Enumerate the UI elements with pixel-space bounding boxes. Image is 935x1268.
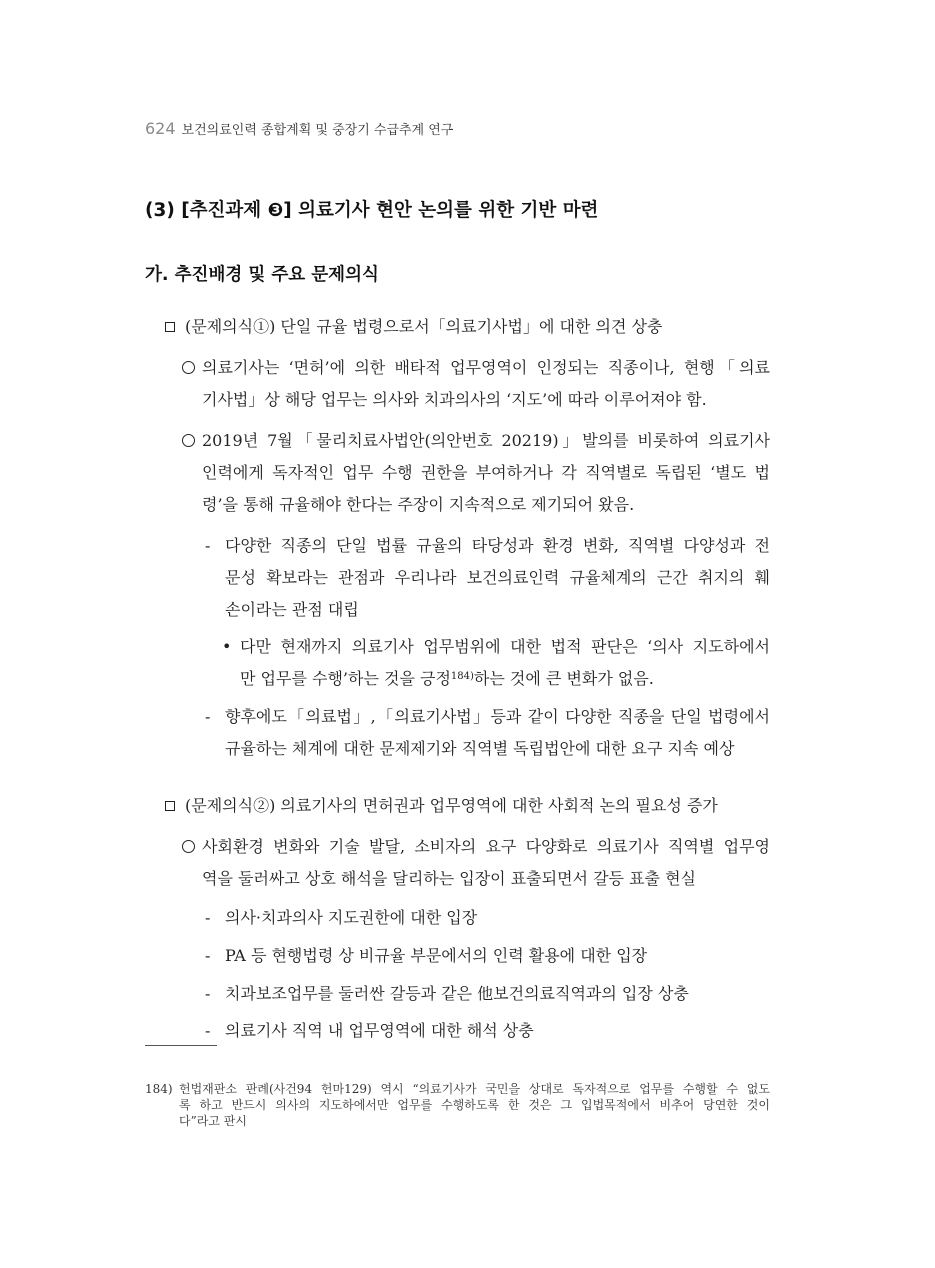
footnote-line: 헌법재판소 판례(사건94 헌마129) 역시 “의료기사가 국민을 상대로 독자적으로 업무를 수행할 수 없도 bbox=[179, 1082, 770, 1096]
issue2-dash-4 bbox=[205, 1015, 770, 1047]
page-number: 624 bbox=[145, 119, 176, 138]
dash-bullet-icon: - bbox=[205, 908, 211, 927]
issue1-dash-1 bbox=[205, 530, 770, 626]
dash-bullet-icon: - bbox=[205, 536, 211, 555]
paragraph-line: 치과보조업무를 둘러싼 갈등과 같은 他보건의료직역과의 입장 상충 bbox=[225, 984, 689, 1003]
issue2-dash-2 bbox=[205, 940, 770, 972]
paragraph-line: 규율하는 체계에 대한 문제제기와 직역별 독립법안에 대한 요구 지속 예상 bbox=[225, 739, 735, 758]
issue2-heading-text: (문제의식②) 의료기사의 면허권과 업무영역에 대한 사회적 논의 필요성 증가 bbox=[185, 796, 718, 815]
footnote-divider bbox=[145, 1045, 217, 1046]
issue1-heading-text: (문제의식①) 단일 규율 법령으로서「의료기사법」에 대한 의견 상충 bbox=[185, 317, 663, 336]
issue1-dash-2 bbox=[205, 701, 770, 765]
paragraph-line: 령’을 통해 규율해야 한다는 주장이 지속적으로 제기되어 왔음. bbox=[202, 495, 635, 514]
running-header bbox=[145, 119, 453, 138]
paragraph-line: 의사·치과의사 지도권한에 대한 입장 bbox=[225, 908, 478, 927]
footnote-line: 다”라고 판시 bbox=[179, 1114, 247, 1128]
paragraph-line: 인력에게 독자적인 업무 수행 권한을 부여하거나 각 직역별로 독립된 ‘별도 법 bbox=[202, 463, 770, 482]
issue1-paragraph-1 bbox=[182, 352, 770, 416]
paragraph-line: 사회환경 변화와 기술 발달, 소비자의 요구 다양화로 의료기사 직역별 업무영 bbox=[202, 837, 770, 856]
footnote-reference[interactable]: 184) bbox=[450, 671, 474, 682]
issue2-paragraph-1 bbox=[182, 831, 770, 895]
section-title: (3) [추진과제 ❸] 의료기사 현안 논의를 위한 기반 마련 bbox=[145, 200, 599, 221]
text-run: 하는 것에 큰 변화가 없음. bbox=[473, 669, 654, 688]
square-bullet-icon bbox=[165, 790, 175, 822]
issue1-bullet-1 bbox=[222, 631, 770, 695]
paragraph-line: 의료기사 직역 내 업무영역에 대한 해석 상충 bbox=[225, 1021, 534, 1040]
text-run: 만 업무를 수행’하는 것을 긍정 bbox=[240, 669, 451, 688]
subsection-title: 가. 추진배경 및 주요 문제의식 bbox=[145, 265, 379, 285]
circle-bullet-icon bbox=[182, 425, 195, 457]
paragraph-line: 향후에도「의료법」,「의료기사법」등과 같이 다양한 직종을 단일 법령에서 bbox=[225, 707, 770, 726]
circle-bullet-icon bbox=[182, 831, 195, 863]
paragraph-line: 다만 현재까지 의료기사 업무범위에 대한 법적 판단은 ‘의사 지도하에서 bbox=[240, 637, 770, 656]
dot-bullet-icon: • bbox=[222, 637, 232, 656]
paragraph-line: 다양한 직종의 단일 법률 규율의 타당성과 환경 변화, 직역별 다양성과 전 bbox=[225, 536, 770, 555]
footnote-number: 184) bbox=[145, 1082, 173, 1096]
paragraph-line: 의료기사는 ‘면허’에 의한 배타적 업무영역이 인정되는 직종이나, 현행「의료 bbox=[202, 358, 770, 377]
paragraph-line: 기사법」상 해당 업무는 의사와 치과의사의 ‘지도’에 따라 이루어져야 함. bbox=[202, 390, 707, 409]
dash-bullet-icon: - bbox=[205, 707, 211, 726]
footnote-line: 록 하고 반드시 의사의 지도하에서만 업무를 수행하도록 한 것은 그 입법목적에서 비추어 당연한 것이 bbox=[179, 1098, 770, 1112]
dash-bullet-icon: - bbox=[205, 1021, 211, 1040]
square-bullet-icon bbox=[165, 311, 175, 343]
paragraph-line bbox=[240, 663, 770, 695]
paragraph-line: 문성 확보라는 관점과 우리나라 보건의료인력 규율체계의 근간 취지의 훼 bbox=[225, 568, 770, 587]
issue2-heading bbox=[165, 790, 775, 822]
issue1-paragraph-2 bbox=[182, 425, 770, 521]
paragraph-line: 역을 둘러싸고 상호 해석을 달리하는 입장이 표출되면서 갈등 표출 현실 bbox=[202, 869, 696, 888]
running-title: 보건의료인력 종합계획 및 중장기 수급추계 연구 bbox=[181, 123, 454, 138]
issue1-heading bbox=[165, 311, 775, 343]
paragraph-line: 손이라는 관점 대립 bbox=[225, 600, 359, 619]
circle-bullet-icon bbox=[182, 352, 195, 384]
dash-bullet-icon: - bbox=[205, 984, 211, 1003]
issue2-dash-3 bbox=[205, 978, 770, 1010]
paragraph-line: 2019년 7월「물리치료사법안(의안번호 20219)」발의를 비롯하여 의료기사 bbox=[202, 431, 770, 450]
footnote bbox=[145, 1081, 770, 1129]
paragraph-line: PA 등 현행법령 상 비규율 부문에서의 인력 활용에 대한 입장 bbox=[225, 946, 648, 965]
issue2-dash-1 bbox=[205, 902, 770, 934]
dash-bullet-icon: - bbox=[205, 946, 211, 965]
